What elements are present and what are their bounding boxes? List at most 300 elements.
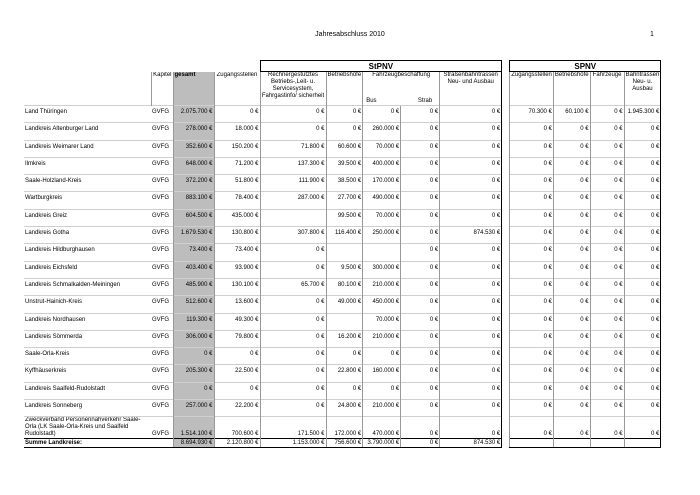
spacer-cell [510, 133, 554, 140]
cell-value: 0 € [624, 227, 661, 238]
spacer-cell [401, 393, 440, 400]
spacer-row [24, 375, 661, 382]
cell-value: 0 € [401, 296, 440, 307]
cell-value: 0 € [553, 209, 590, 220]
spacer-cell [151, 202, 173, 209]
cell-value: 70.300 € [510, 106, 554, 117]
spacer-cell [502, 237, 510, 244]
table-row [24, 313, 661, 324]
cell-value: 22.500 € [214, 365, 260, 376]
spacer-cell [553, 254, 590, 261]
cell-value: 0 € [260, 348, 326, 359]
spacer-cell [214, 375, 260, 382]
row-name: Landkreis Eichsfeld [24, 261, 151, 272]
table-row [24, 365, 661, 376]
row-name: Landkreis Weimarer Land [24, 140, 151, 151]
table-row [24, 278, 661, 289]
gap-cell [502, 400, 510, 411]
sum-label: Summe Landkreise: [24, 439, 151, 448]
table-row [24, 296, 661, 307]
cell-value: 60.100 € [553, 106, 590, 117]
spacer-cell [440, 151, 502, 158]
row-name: Wartburgkreis [24, 192, 151, 203]
spacer-cell [624, 341, 661, 348]
spacer-cell [326, 375, 363, 382]
cell-value: 0 € [214, 106, 260, 117]
cell-value: 71.800 € [260, 140, 326, 151]
cell-value: 485.900 € [173, 278, 214, 289]
spacer-cell [440, 358, 502, 365]
cell-value: 3.790.000 € [363, 439, 401, 448]
cell-value: 0 € [510, 157, 554, 168]
spacer-cell [624, 272, 661, 279]
cell-value: 0 € [326, 123, 363, 134]
cell-value: 0 € [401, 140, 440, 151]
cell-value: 0 € [510, 348, 554, 359]
spacer-cell [326, 410, 363, 417]
spacer-cell [440, 220, 502, 227]
spacer-cell [553, 220, 590, 227]
cell-value: 0 € [260, 382, 326, 393]
spacer-cell [24, 393, 151, 400]
spacer-row [24, 289, 661, 296]
spacer-row [24, 393, 661, 400]
cell-value: 0 € [590, 209, 624, 220]
spacer-cell [173, 272, 214, 279]
cell-value: 0 € [553, 244, 590, 255]
spacer-cell [440, 410, 502, 417]
cell-value: 0 € [590, 278, 624, 289]
spacer-cell [326, 393, 363, 400]
table-row [24, 244, 661, 255]
spacer-cell [214, 202, 260, 209]
spacer-cell [624, 254, 661, 261]
spacer-cell [151, 306, 173, 313]
cell-value: 0 € [326, 106, 363, 117]
spacer-cell [151, 237, 173, 244]
spacer-row [24, 133, 661, 140]
cell-value [553, 439, 590, 448]
spacer-cell [173, 168, 214, 175]
cell-value: 70.000 € [363, 140, 401, 151]
spacer-cell [440, 133, 502, 140]
spacer-cell [510, 168, 554, 175]
gap-cell [502, 157, 510, 168]
spacer-cell [624, 237, 661, 244]
spacer-cell [510, 358, 554, 365]
cell-value: 18.000 € [214, 123, 260, 134]
spacer-cell [440, 168, 502, 175]
row-kapitel: GVFG [151, 348, 173, 359]
spacer-cell [624, 410, 661, 417]
gap-cell [502, 417, 510, 439]
spacer-cell [151, 341, 173, 348]
row-name: Landkreis Gotha [24, 227, 151, 238]
cell-value: 0 € [440, 365, 502, 376]
spacer-cell [510, 306, 554, 313]
cell-value: 0 € [590, 382, 624, 393]
spacer-cell [590, 324, 624, 331]
cell-value: 38.500 € [326, 175, 363, 186]
cell-value: 1.514.100 € [173, 417, 214, 439]
cell-value: 0 € [590, 106, 624, 117]
cell-value: 0 € [214, 382, 260, 393]
cell-value: 307.800 € [260, 227, 326, 238]
spacer-cell [260, 289, 326, 296]
spacer-cell [510, 116, 554, 123]
cell-value: 0 € [401, 106, 440, 117]
spacer-cell [24, 341, 151, 348]
gap-cell [502, 175, 510, 186]
row-name: Landkreis Nordhausen [24, 313, 151, 324]
cell-value: 0 € [553, 278, 590, 289]
cell-value: 0 € [510, 261, 554, 272]
spacer-cell [510, 151, 554, 158]
spacer-cell [590, 220, 624, 227]
cell-value: 205.300 € [173, 365, 214, 376]
spacer-cell [260, 220, 326, 227]
cell-value: 0 € [510, 175, 554, 186]
spacer-cell [173, 306, 214, 313]
cell-value: 435.000 € [214, 209, 260, 220]
cell-value: 111.900 € [260, 175, 326, 186]
spacer-cell [151, 220, 173, 227]
group-spnv: SPNV [510, 61, 661, 72]
spacer-cell [590, 289, 624, 296]
row-kapitel: GVFG [151, 157, 173, 168]
cell-value: 0 € [590, 192, 624, 203]
spacer-cell [401, 151, 440, 158]
cell-value: 0 € [401, 209, 440, 220]
spacer-cell [510, 375, 554, 382]
gap-cell [502, 261, 510, 272]
spacer-cell [326, 185, 363, 192]
cell-value [590, 439, 624, 448]
cell-value: 0 € [590, 330, 624, 341]
spacer-cell [624, 116, 661, 123]
cell-value: 137.300 € [260, 157, 326, 168]
cell-value: 0 € [363, 348, 401, 359]
cell-value: 260.000 € [363, 123, 401, 134]
cell-value: 0 € [624, 261, 661, 272]
cell-value: 0 € [510, 330, 554, 341]
cell-value: 0 € [401, 365, 440, 376]
cell-value: 0 € [553, 400, 590, 411]
spacer-cell [502, 410, 510, 417]
spacer-cell [24, 168, 151, 175]
spacer-cell [24, 220, 151, 227]
spacer-cell [151, 272, 173, 279]
spacer-cell [401, 289, 440, 296]
spacer-cell [363, 272, 401, 279]
spacer-cell [624, 375, 661, 382]
gap-cell [502, 123, 510, 134]
row-name: Landkreis Hildburghausen [24, 244, 151, 255]
spacer-cell [401, 220, 440, 227]
spacer-cell [590, 202, 624, 209]
spacer-row [24, 202, 661, 209]
spacer-cell [553, 375, 590, 382]
spacer-cell [260, 375, 326, 382]
spacer-cell [214, 254, 260, 261]
spacer-cell [502, 220, 510, 227]
spacer-cell [502, 306, 510, 313]
spacer-row [24, 358, 661, 365]
spacer-cell [214, 306, 260, 313]
spacer-cell [214, 410, 260, 417]
spacer-cell [624, 202, 661, 209]
spacer-cell [363, 220, 401, 227]
group-header-row [24, 61, 661, 72]
cell-value: 512.600 € [173, 296, 214, 307]
spacer-cell [24, 237, 151, 244]
spacer-cell [502, 254, 510, 261]
row-name: Saale-Holzland-Kreis [24, 175, 151, 186]
spacer-cell [363, 306, 401, 313]
spacer-cell [173, 185, 214, 192]
spacer-cell [173, 358, 214, 365]
cell-value: 65.700 € [260, 278, 326, 289]
spacer-cell [214, 185, 260, 192]
spacer-cell [440, 375, 502, 382]
cell-value: 0 € [440, 330, 502, 341]
spacer-cell [590, 254, 624, 261]
spacer-cell [624, 220, 661, 227]
cell-value: 24.800 € [326, 400, 363, 411]
cell-value: 0 € [624, 330, 661, 341]
cell-value: 0 € [624, 140, 661, 151]
cell-value: 119.300 € [173, 313, 214, 324]
cell-value: 0 € [553, 296, 590, 307]
spacer-cell [590, 341, 624, 348]
cell-value: 0 € [401, 348, 440, 359]
spacer-cell [363, 116, 401, 123]
cell-value: 71.200 € [214, 157, 260, 168]
header-spnv-fahrzeuge: Fahrzeuge [590, 72, 624, 106]
spacer-cell [553, 151, 590, 158]
spacer-row [24, 254, 661, 261]
cell-value: 306.000 € [173, 330, 214, 341]
row-kapitel: GVFG [151, 140, 173, 151]
spacer-cell [401, 306, 440, 313]
spacer-cell [214, 116, 260, 123]
table-row [24, 330, 661, 341]
cell-value: 0 € [440, 175, 502, 186]
cell-value: 0 € [624, 175, 661, 186]
cell-value: 73.400 € [173, 244, 214, 255]
spacer-cell [510, 220, 554, 227]
spacer-cell [553, 202, 590, 209]
cell-value: 130.800 € [214, 227, 260, 238]
spacer-cell [151, 358, 173, 365]
table-row [24, 106, 661, 117]
column-header-row [24, 72, 661, 106]
page-number: 1 [650, 31, 654, 38]
cell-value: 0 € [553, 157, 590, 168]
cell-value: 0 € [590, 417, 624, 439]
spacer-cell [24, 116, 151, 123]
spacer-row [24, 324, 661, 331]
cell-value: 51.800 € [214, 175, 260, 186]
cell-value: 1.945.300 € [624, 106, 661, 117]
cell-value: 0 € [363, 382, 401, 393]
spacer-cell [401, 324, 440, 331]
spacer-cell [326, 116, 363, 123]
row-kapitel: GVFG [151, 365, 173, 376]
header-strassenbahntrassen: Straßenbahntrassen Neu- und Ausbau [440, 72, 502, 106]
cell-value: 79.800 € [214, 330, 260, 341]
page-title: Jahresabschluss 2010 [315, 31, 385, 38]
cell-value: 210.000 € [363, 330, 401, 341]
cell-value: 0 € [624, 278, 661, 289]
row-name: Landkreis Schmalkalden-Meiningen [24, 278, 151, 289]
spacer-cell [401, 168, 440, 175]
cell-value: 0 € [624, 313, 661, 324]
spacer-cell [326, 272, 363, 279]
spacer-cell [510, 185, 554, 192]
row-kapitel: GVFG [151, 382, 173, 393]
spacer-cell [214, 220, 260, 227]
row-name: Zweckverband Personennahverkehr Saale-Orla (LK Saale-Orla-Kreis und Saalfeld Rudolstadt) [24, 417, 151, 439]
spacer-cell [363, 410, 401, 417]
cell-value: 0 € [440, 417, 502, 439]
spacer-cell [624, 393, 661, 400]
cell-value: 70.000 € [363, 209, 401, 220]
spacer-cell [401, 358, 440, 365]
cell-value: 0 € [440, 400, 502, 411]
cell-value: 0 € [440, 348, 502, 359]
cell-value: 0 € [440, 140, 502, 151]
cell-value: 0 € [326, 348, 363, 359]
cell-value: 0 € [260, 313, 326, 324]
cell-value: 257.000 € [173, 400, 214, 411]
spacer-row [24, 168, 661, 175]
cell-value: 0 € [553, 227, 590, 238]
spacer-cell [363, 151, 401, 158]
row-name: Landkreis Sonneberg [24, 400, 151, 411]
row-kapitel: GVFG [151, 313, 173, 324]
spacer-cell [173, 133, 214, 140]
table-row [24, 175, 661, 186]
spacer-cell [326, 289, 363, 296]
spacer-row [24, 220, 661, 227]
spacer-row [24, 306, 661, 313]
gap-cell [502, 209, 510, 220]
cell-value: 403.400 € [173, 261, 214, 272]
table-row [24, 209, 661, 220]
spacer-cell [24, 151, 151, 158]
table-row [24, 140, 661, 151]
cell-value: 22.800 € [326, 365, 363, 376]
row-kapitel: GVFG [151, 175, 173, 186]
cell-value: 0 € [440, 157, 502, 168]
spacer-cell [260, 410, 326, 417]
spacer-cell [502, 324, 510, 331]
spacer-row [24, 116, 661, 123]
cell-value: 0 € [624, 382, 661, 393]
spacer-cell [502, 116, 510, 123]
spacer-cell [553, 133, 590, 140]
spacer-cell [624, 324, 661, 331]
cell-value: 22.200 € [214, 400, 260, 411]
cell-value: 0 € [260, 244, 326, 255]
spacer-cell [502, 185, 510, 192]
cell-value: 80.100 € [326, 278, 363, 289]
cell-value: 0 € [624, 192, 661, 203]
cell-value: 0 € [553, 140, 590, 151]
cell-value: 0 € [260, 123, 326, 134]
cell-value: 130.100 € [214, 278, 260, 289]
spacer-cell [214, 272, 260, 279]
spacer-cell [214, 393, 260, 400]
gap-cell [502, 382, 510, 393]
header-strab: Strab [417, 98, 433, 104]
spacer-cell [624, 185, 661, 192]
spacer-cell [151, 324, 173, 331]
spacer-cell [624, 306, 661, 313]
spacer-cell [326, 324, 363, 331]
gap-cell [502, 330, 510, 341]
sum-row [24, 439, 661, 448]
cell-value: 0 € [401, 244, 440, 255]
spacer-cell [151, 393, 173, 400]
row-kapitel: GVFG [151, 296, 173, 307]
spacer-cell [363, 341, 401, 348]
cell-value: 874.530 € [440, 439, 502, 448]
header-bus: Bus [366, 98, 377, 104]
cell-value: 0 € [440, 382, 502, 393]
spacer-cell [326, 254, 363, 261]
cell-value: 2.075.700 € [173, 106, 214, 117]
spacer-row [24, 410, 661, 417]
spacer-cell [363, 324, 401, 331]
cell-value: 8.694.930 € [173, 439, 214, 448]
cell-value: 300.000 € [363, 261, 401, 272]
spacer-cell [214, 151, 260, 158]
row-name: Ilmkreis [24, 157, 151, 168]
cell-value: 0 € [624, 209, 661, 220]
table-row [24, 348, 661, 359]
table-row [24, 261, 661, 272]
cell-value: 0 € [590, 244, 624, 255]
spacer-cell [502, 358, 510, 365]
header-spnv-betriebshoefe: Betriebshöfe [553, 72, 590, 106]
spacer-cell [590, 410, 624, 417]
cell-value: 700.600 € [214, 417, 260, 439]
cell-value: 0 € [510, 400, 554, 411]
spacer-cell [260, 237, 326, 244]
spacer-cell [510, 324, 554, 331]
cell-value: 0 € [590, 400, 624, 411]
cell-value: 0 € [624, 157, 661, 168]
cell-value: 160.000 € [363, 365, 401, 376]
spacer-cell [624, 151, 661, 158]
spacer-cell [173, 151, 214, 158]
gap-cell [502, 192, 510, 203]
spacer-cell [260, 324, 326, 331]
spacer-cell [326, 358, 363, 365]
spacer-cell [440, 306, 502, 313]
spacer-cell [502, 151, 510, 158]
spacer-cell [624, 133, 661, 140]
cell-value: 1.679.530 € [173, 227, 214, 238]
spacer-cell [24, 375, 151, 382]
spacer-cell [363, 254, 401, 261]
gap-cell [502, 106, 510, 117]
cell-value: 0 € [624, 417, 661, 439]
table-row [24, 227, 661, 238]
cell-value: 0 € [401, 439, 440, 448]
